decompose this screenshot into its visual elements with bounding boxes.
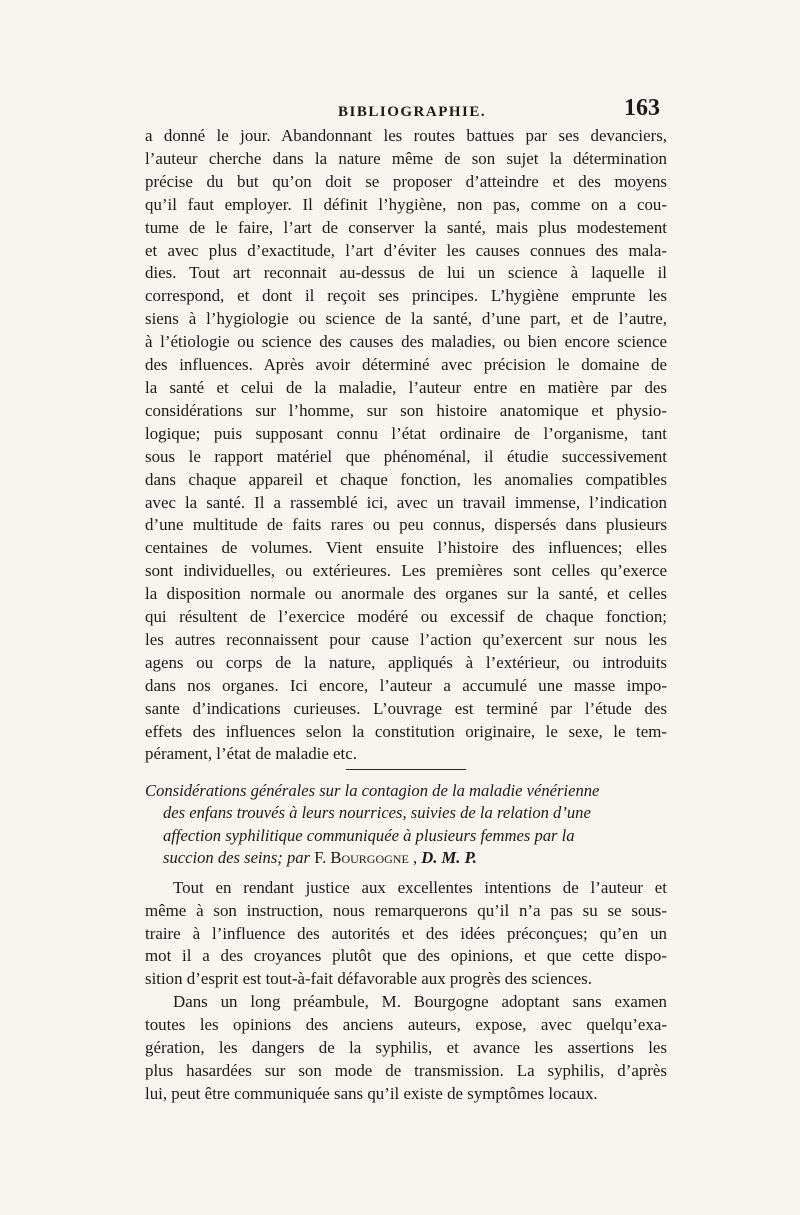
text-line: sont individuelles, ou extérieures. Les premières sont celles qu’exerce <box>145 561 667 581</box>
entry-author-degree: D. M. P. <box>421 847 477 867</box>
title-line: succion des seins; par <box>163 847 311 867</box>
text-line: Tout en rendant justice aux excellentes intentions de l’auteur et <box>173 877 667 897</box>
text-line: dans nos organes. Ici encore, l’auteur a accumulé une masse impo- <box>145 675 667 695</box>
text-line: effets des influences selon la constitution originaire, le sexe, le tem- <box>145 721 667 741</box>
title-line-last: succion des seins; par F. Bourgogne , D. M. P. <box>163 847 477 867</box>
text-line: toutes les opinions des anciens auteurs, expose, avec quelqu’exa- <box>145 1015 667 1035</box>
text-line: a donné le jour. Abandonnant les routes battues par ses devanciers, <box>145 126 667 145</box>
text-line: d’une multitude de faits rares ou peu connus, dispersés dans plusieurs <box>145 515 667 535</box>
text-line: pérament, l’état de maladie etc. <box>145 744 357 764</box>
text-line: considérations sur l’homme, sur son histoire anatomique et physio- <box>145 400 667 420</box>
text-line: sition d’esprit est tout-à-fait défavorable aux progrès des sciences. <box>145 969 592 989</box>
text-line: sante d’indications curieuses. L’ouvrage est terminé par l’étude des <box>145 698 667 718</box>
text-line: qu’il faut employer. Il définit l’hygiène, non pas, comme on a cou- <box>145 194 667 214</box>
page-number: 163 <box>624 95 660 121</box>
text-line: tume de le faire, l’art de conserver la santé, mais plus modestement <box>145 217 667 237</box>
entry-author: F. Bourgogne <box>314 847 409 867</box>
text-line: centaines de volumes. Vient ensuite l’histoire des influences; elles <box>145 538 667 558</box>
text-line: sous le rapport matériel que phénoménal, il étudie successivement <box>145 446 667 466</box>
text-line: gération, les dangers de la syphilis, et avance les assertions les <box>145 1038 667 1058</box>
text-line: qui résultent de l’exercice modéré ou excessif de chaque fonction; <box>145 607 667 627</box>
text-line: à l’étiologie ou science des causes des maladies, ou bien encore science <box>145 332 667 352</box>
review-paragraph-intro <box>145 877 667 992</box>
page-header <box>300 82 660 122</box>
text-line: la santé et celui de la maladie, l’auteur entre en matière par des <box>145 377 667 397</box>
text-line: plus hasardées sur son mode de transmission. La syphilis, d’après <box>145 1061 667 1080</box>
text-line: précise du but qu’on doit se proposer d’atteindre et des moyens <box>145 171 667 191</box>
text-line: siens à l’hygiologie ou science de la santé, d’une part, et de l’autre, <box>145 309 667 329</box>
review-paragraph-hygiene <box>145 125 667 766</box>
review-bourgogne <box>145 877 667 1106</box>
text-line: même à son instruction, nous remarquerons qu’il n’a pas su se sous- <box>145 900 667 920</box>
title-line: des enfans trouvés à leurs nourrices, suivies de la relation d’une <box>163 803 591 823</box>
text-line: et avec plus d’exactitude, l’art d’éviter les causes connues des mala- <box>145 240 667 260</box>
running-head: BIBLIOGRAPHIE. <box>338 104 487 120</box>
title-line: Considérations générales sur la contagion de la maladie vénérienne <box>145 781 600 801</box>
text-line: correspond, et dont il reçoit ses principes. L’hygiène emprunte les <box>145 286 667 306</box>
text-line: les autres reconnaissent pour cause l’action qu’exercent sur nous les <box>145 629 667 649</box>
text-line: Dans un long préambule, M. Bourgogne adoptant sans examen <box>173 992 667 1012</box>
text-line: l’auteur cherche dans la nature même de son sujet la détermination <box>145 148 667 168</box>
text-line: traire à l’influence des autorités et des idées préconçues; qu’en un <box>145 923 667 943</box>
title-line: affection syphilitique communiquée à plusieurs femmes par la <box>163 825 575 845</box>
text-line: agens ou corps de la nature, appliqués à l’extérieur, ou introduits <box>145 652 667 672</box>
text-line: mot il a des croyances plutôt que des opinions, et que cette dispo- <box>145 946 667 966</box>
section-divider <box>346 769 466 770</box>
text-line: dans chaque appareil et chaque fonction, les anomalies compatibles <box>145 469 667 489</box>
text-line: dies. Tout art reconnait au-dessus de lui un science à laquelle il <box>145 263 667 283</box>
page-body <box>145 125 667 1106</box>
text-line: logique; puis supposant connu l’état ordinaire de l’organisme, tant <box>145 423 667 443</box>
text-line: des influences. Après avoir déterminé avec précision le domaine de <box>145 355 667 375</box>
review-paragraph-preamble <box>145 991 667 1106</box>
text-line: la disposition normale ou anormale des organes sur la santé, et celles <box>145 584 667 604</box>
text-line: lui, peut être communiquée sans qu’il existe de symptômes locaux. <box>145 1083 598 1103</box>
entry-title <box>145 780 667 868</box>
text-line: avec la santé. Il a rassemblé ici, avec un travail immense, l’indication <box>145 492 667 512</box>
